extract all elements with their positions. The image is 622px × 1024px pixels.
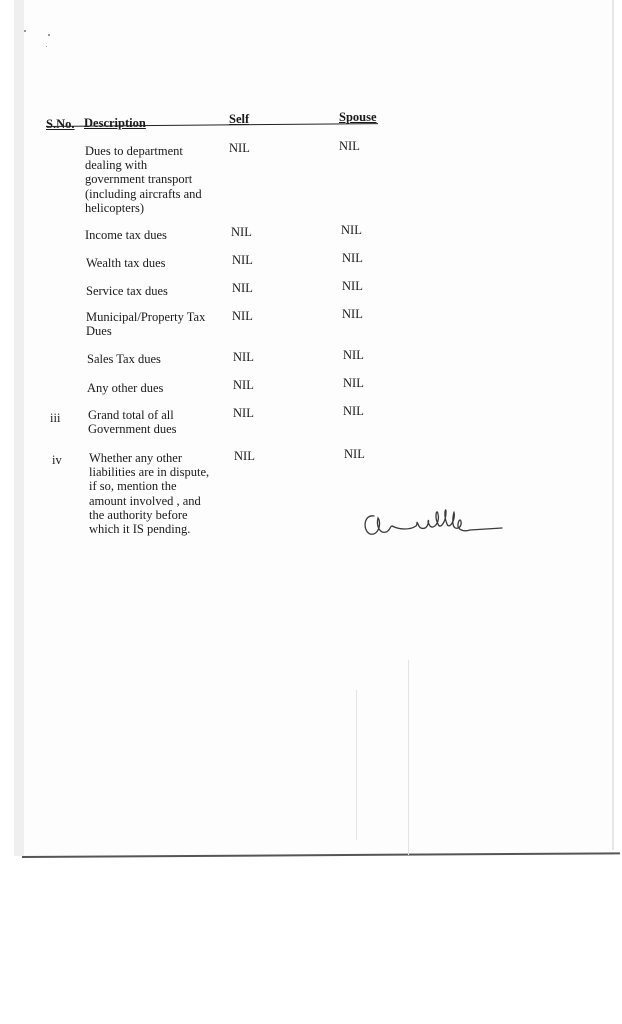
row-self-value: NIL (233, 406, 254, 420)
row-spouse-value: NIL (342, 251, 363, 265)
header-spouse: Spouse (339, 110, 377, 124)
row-spouse-value: NIL (343, 376, 364, 390)
row-self-value: NIL (231, 225, 252, 239)
row-description: Whether any other liabilities are in dispute, if so, mention the amount involved , and the authority before which it IS pending. (89, 451, 210, 537)
row-description: Sales Tax dues (87, 352, 161, 366)
scan-speck (48, 34, 50, 36)
row-spouse-value: NIL (341, 223, 362, 237)
row-self-value: NIL (229, 141, 250, 155)
row-description: Service tax dues (86, 284, 168, 298)
row-description: Municipal/Property Tax Dues (86, 310, 206, 339)
row-spouse-value: NIL (339, 139, 360, 153)
row-self-value: NIL (232, 253, 253, 267)
scan-streak (356, 690, 357, 840)
row-self-value: NIL (233, 350, 254, 364)
row-self-value: NIL (232, 281, 253, 295)
header-description: Description (84, 116, 146, 130)
row-self-value: NIL (234, 449, 255, 463)
row-description: Wealth tax dues (86, 256, 166, 270)
scan-speck (24, 30, 26, 32)
scan-speck (46, 46, 47, 47)
row-self-value: NIL (232, 309, 253, 323)
row-description: Grand total of all Government dues (88, 408, 177, 437)
row-self-value: NIL (233, 378, 254, 392)
row-spouse-value: NIL (343, 404, 364, 418)
row-spouse-value: NIL (342, 279, 363, 293)
row-sno: iv (52, 453, 62, 467)
row-spouse-value: NIL (342, 307, 363, 321)
scan-streak (408, 660, 409, 855)
row-description: Dues to department dealing with government transport (including aircrafts and helicopters) (85, 144, 202, 215)
row-spouse-value: NIL (344, 447, 365, 461)
row-sno: iii (50, 411, 61, 425)
page-right-edge (612, 0, 614, 850)
header-self: Self (229, 112, 250, 126)
row-spouse-value: NIL (343, 348, 364, 362)
row-description: Income tax dues (85, 228, 167, 242)
row-description: Any other dues (87, 381, 164, 395)
handwritten-signature (360, 500, 510, 550)
header-sno: S.No. (46, 117, 75, 131)
